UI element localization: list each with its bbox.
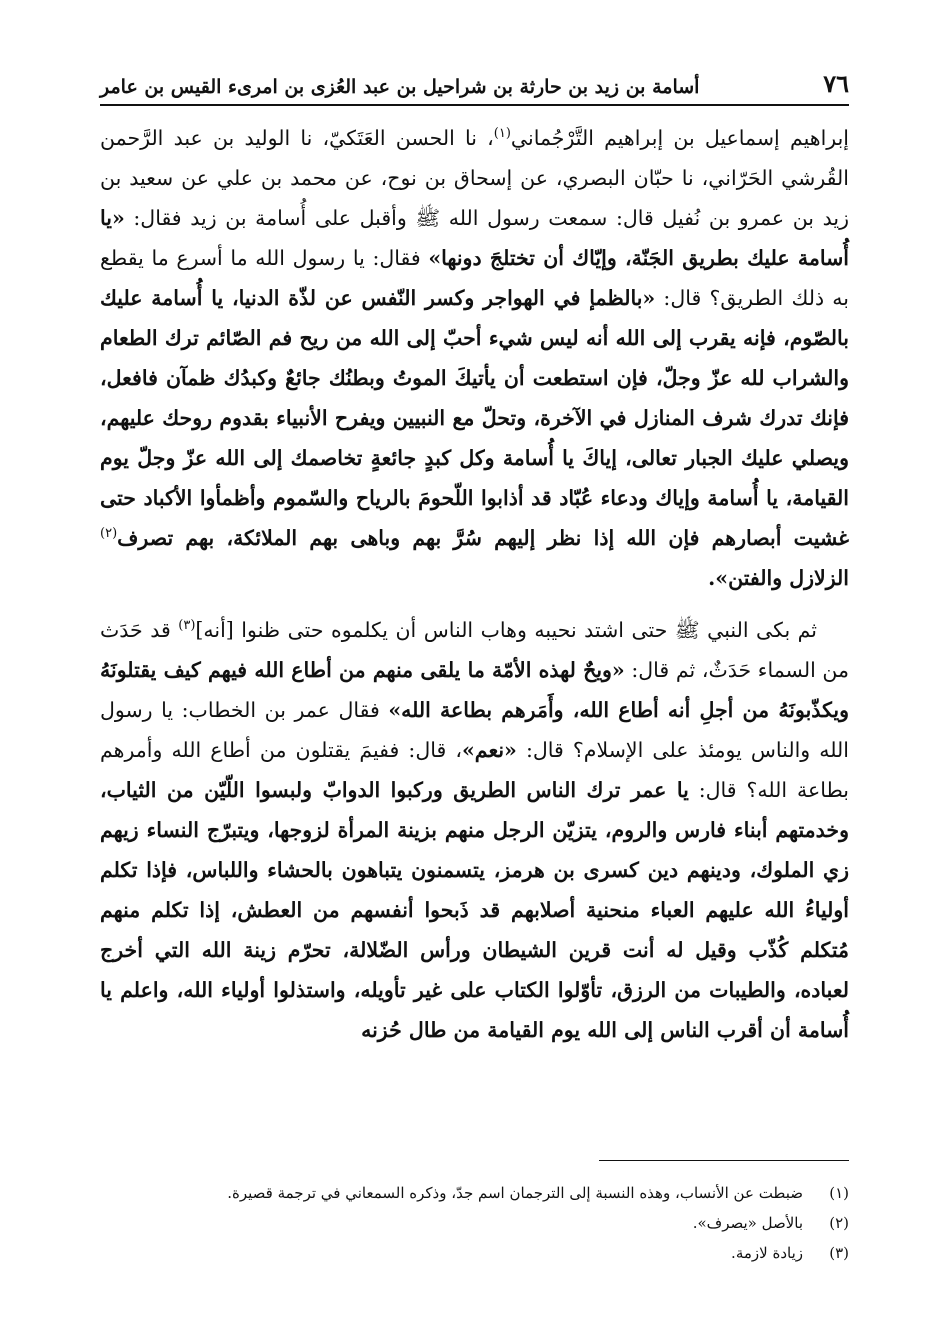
footnote-number: (٣) bbox=[829, 1244, 849, 1262]
text-segment: إبراهيم إسماعيل بن إبراهيم التَّرْجُماني bbox=[510, 126, 849, 150]
hadith-quote: يا عمر ترك الناس الطريق وركبوا الدوابّ ولبسوا اللّيّن من الثياب، وخدمتهم أبناء فارس والروم، يتزيّن الرجل منهم بزينة المرأة لزوجها، ويتبرّج النساء زيهم زي الملوك، ودينهم دين كسرى بن هرمز، يتسمنون يتباهون بالحشاء واللباس، فإذا تكلم أولياءُ الله عليهم العباء منحنية أصلابهم قد ذَبحوا أنفسهم من العطش، إذا تكلم منهم مُتكلم كُذّب وقيل له أنت قرين الشيطان ورأس الضّلالة، تحرّم زينة الله التي أخرج لعباده، والطيبات من الرزق، تأوّلوا الكتاب على غير تأويله، واستذلوا أولياء الله، واعلم يا أُسامة أن أقرب الناس إلى الله يوم القيامة من طال حُزنه bbox=[100, 778, 849, 1042]
hadith-quote: «نعم» bbox=[461, 738, 517, 762]
running-header bbox=[100, 54, 849, 106]
text-segment: ثم بكى النبي ﷺ حتى اشتد نحيبه وهاب الناس أن يكلموه حتى ظنوا [أنه] bbox=[195, 618, 817, 642]
footnote-text: بالأصل «يصرف». bbox=[692, 1214, 803, 1232]
footnote-number: (٢) bbox=[829, 1214, 849, 1232]
footnotes bbox=[100, 1178, 849, 1268]
running-title: أسامة بن زيد بن حارثة بن شراحيل بن عبد العُزى بن امرىء القيس بن عامر bbox=[100, 76, 700, 98]
footnote-text: زيادة لازمة. bbox=[731, 1244, 803, 1262]
footnote-text: ضبطت عن الأنساب، وهذه النسبة إلى الترجمان اسم جدّ، وذكره السمعاني في ترجمة قصيرة. bbox=[227, 1184, 803, 1202]
footnote-number: (١) bbox=[829, 1184, 849, 1202]
footnote-3 bbox=[100, 1238, 849, 1268]
text-segment: قد حَدَث من السماء حَدَثٌ، ثم قال: bbox=[100, 618, 849, 682]
text-segment: فقال عمر بن الخطاب: يا رسول الله والناس يومئذ على الإسلام؟ قال: bbox=[100, 698, 850, 762]
footnote-ref-2: (٢) bbox=[100, 526, 118, 542]
footnote-separator bbox=[599, 1160, 849, 1161]
main-text bbox=[100, 118, 849, 1050]
footnote-2 bbox=[100, 1208, 849, 1238]
text-segment: ، نا الحسن العَتَكيّ، نا الوليد بن عبد الرَّحمن القُرشي الحَرّاني، نا حبّان البصري، عن إسحاق بن نوح، عن محمد بن علي عن سعيد بن زيد بن عمرو بن نُفيل قال: سمعت رسول الله ﷺ وأقبل على أُسامة بن زيد فقال: bbox=[100, 126, 849, 230]
footnote-1 bbox=[100, 1178, 849, 1208]
hadith-quote: «ويحٌ لهذه الأمّة ما يلقى منهم من أطاع الله فيهم كيف يقتلونَهُ ويكذّبونَهُ من أجلِ أنه أطاع الله، وأَمَرهم بطاعة الله» bbox=[100, 658, 849, 722]
hadith-quote: «بالظمإ في الهواجر وكسر النّفس عن لذّة الدنيا، يا أُسامة عليك بالصّوم، فإنه يقرب إلى الله أنه ليس شيء أحبّ إلى الله من ريح فم الصّائم ترك الطعام والشراب لله عزّ وجلّ، فإن استطعت أن يأتيكَ الموتُ وبطنُك جائعٌ وكبدُك ظمآن فافعل، فإنك تدرك شرف المنازل في الآخرة، وتحلّ مع النبيين ويفرح الأنبياء بقدوم روحك عليهم، ويصلي عليك الجبار تعالى، إياكَ يا أُسامة وكل كبدٍ جائعةٍ تخاصمك إلى الله عزّ وجلّ يوم القيامة، يا أُسامة وإياك ودعاء عُبّاد قد أذابوا اللّحومَ بالرياح والسّموم وأظمأوا الأكباد حتى غشيت أبصارهم فإن الله إذا نظر إليهم سُرَّ بهم وباهى بهم الملائكة، بهم تصرف bbox=[100, 286, 849, 550]
text-segment: فقال: يا رسول الله ما أسرع ما يقطع به ذلك الطريق؟ قال: bbox=[100, 246, 849, 310]
footnote-ref-3: (٣) bbox=[178, 618, 196, 634]
paragraph-1 bbox=[100, 118, 849, 598]
paragraph-2 bbox=[100, 610, 849, 1050]
text-segment: ، قال: ففيمَ يقتلون من أطاع الله وأمرهم بطاعة الله؟ قال: bbox=[100, 738, 849, 802]
hadith-quote: الزلازل والفتن». bbox=[708, 566, 849, 590]
footnote-ref-1: (١) bbox=[493, 126, 511, 142]
hadith-quote: «يا أُسامة عليك بطريق الجَنّة، وإيّاك أن تختلجَ دونها» bbox=[100, 206, 849, 270]
page-number: ٧٦ bbox=[823, 69, 849, 98]
